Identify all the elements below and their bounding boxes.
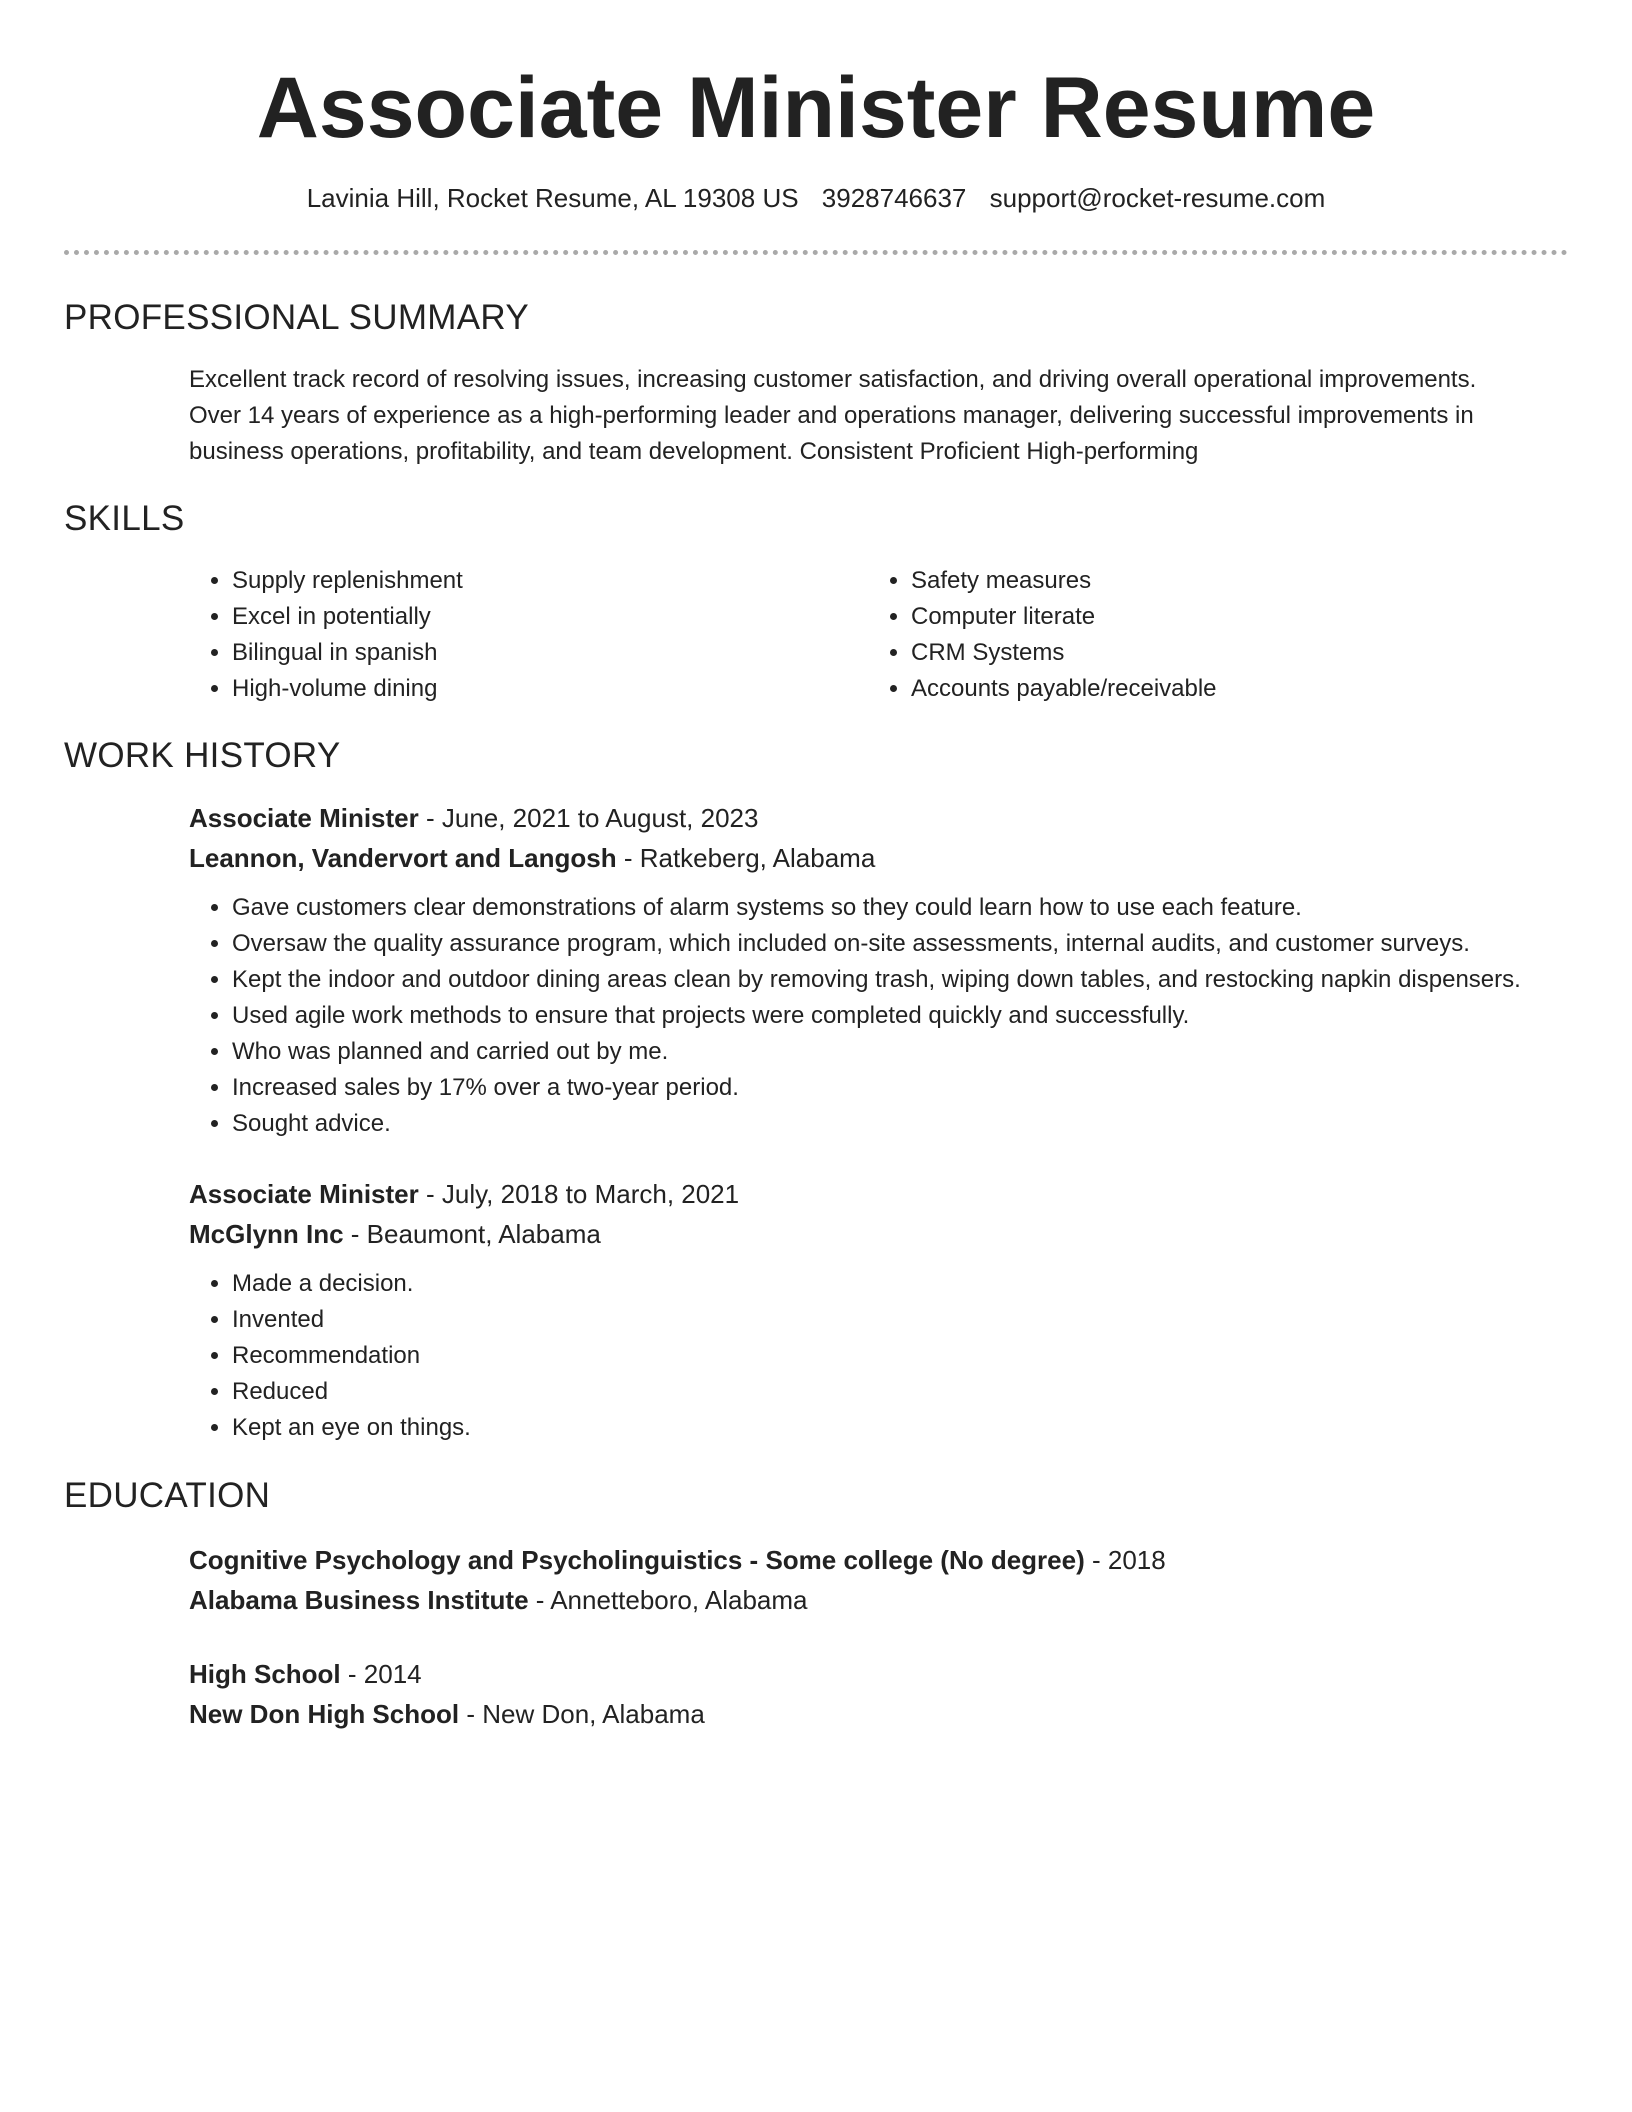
summary-line: Excellent track record of resolving issues, increasing customer satisfaction, and driving overall operational improvements. <box>189 366 1477 393</box>
job-bullet: • Invented <box>232 1302 1569 1338</box>
skills-list <box>189 563 1569 707</box>
job-company: McGlynn Inc <box>189 1219 344 1249</box>
job-dates: - July, 2018 to March, 2021 <box>418 1179 740 1209</box>
skill-item: • High-volume dining <box>232 671 868 707</box>
skill-item: • Computer literate <box>911 599 1547 635</box>
skills-column-right <box>868 563 1547 707</box>
education-degree-line <box>189 1654 1569 1694</box>
job-title: Associate Minister <box>189 1179 419 1209</box>
contact-phone: 3928746637 <box>821 183 967 213</box>
education-degree-line <box>189 1540 1569 1580</box>
education-entry <box>189 1654 1569 1734</box>
education-location: - New Don, Alabama <box>459 1699 705 1729</box>
resume-title: Associate Minister Resume <box>256 60 1376 156</box>
job-location: - Beaumont, Alabama <box>343 1219 601 1249</box>
job-bullet: • Recommendation <box>232 1338 1569 1374</box>
education-degree: Cognitive Psychology and Psycholinguistics - Some college (No degree) <box>189 1545 1085 1575</box>
education-location: - Annetteboro, Alabama <box>528 1585 808 1615</box>
education-degree: High School <box>189 1659 341 1689</box>
contact-address: Lavinia Hill, Rocket Resume, AL 19308 US <box>306 183 799 213</box>
education-year: - 2018 <box>1084 1545 1166 1575</box>
summary-heading: PROFESSIONAL SUMMARY <box>64 298 529 337</box>
job-bullet: • Increased sales by 17% over a two-year period. <box>232 1070 1569 1106</box>
summary-line: Over 14 years of experience as a high-performing leader and operations manager, delivering successful improvements in <box>189 402 1474 429</box>
job-bullet: • Used agile work methods to ensure that projects were completed quickly and successfully. <box>232 998 1569 1034</box>
skill-item: • Bilingual in spanish <box>232 635 868 671</box>
summary-line: business operations, profitability, and team development. Consistent Proficient High-performing <box>189 438 1199 465</box>
job-location: - Ratkeberg, Alabama <box>616 843 876 873</box>
education-year: - 2014 <box>340 1659 422 1689</box>
contact-line <box>0 180 1632 216</box>
job-bullet: • Who was planned and carried out by me. <box>232 1034 1569 1070</box>
education-entry <box>189 1540 1569 1620</box>
skill-item: • Safety measures <box>911 563 1547 599</box>
summary-text <box>189 362 1569 470</box>
work-history-heading: WORK HISTORY <box>64 736 341 775</box>
skill-item: • CRM Systems <box>911 635 1547 671</box>
skill-item: • Excel in potentially <box>232 599 868 635</box>
education-school-line <box>189 1694 1569 1734</box>
education-school-line <box>189 1580 1569 1620</box>
job-bullet: • Made a decision. <box>232 1266 1569 1302</box>
skills-column-left <box>189 563 868 707</box>
job-title-line <box>189 1174 1569 1214</box>
job-title-line <box>189 798 1569 838</box>
header-divider <box>64 250 1568 255</box>
education-school: New Don High School <box>189 1699 460 1729</box>
skill-item: • Accounts payable/receivable <box>911 671 1547 707</box>
job-bullet: • Gave customers clear demonstrations of alarm systems so they could learn how to use each feature. <box>232 890 1569 926</box>
job-company-line <box>189 838 1569 878</box>
job-bullets <box>189 1266 1569 1446</box>
job-bullet: • Reduced <box>232 1374 1569 1410</box>
education-school: Alabama Business Institute <box>189 1585 529 1615</box>
education-heading: EDUCATION <box>64 1476 271 1515</box>
job-title: Associate Minister <box>189 803 419 833</box>
job-entry <box>189 798 1569 1142</box>
job-bullet: • Kept the indoor and outdoor dining areas clean by removing trash, wiping down tables, and restocking napkin dispensers. <box>232 962 1569 998</box>
job-company-line <box>189 1214 1569 1254</box>
job-bullets <box>189 890 1569 1142</box>
job-bullet: • Oversaw the quality assurance program, which included on-site assessments, internal audits, and customer surveys. <box>232 926 1569 962</box>
skill-item: • Supply replenishment <box>232 563 868 599</box>
contact-email: support@rocket-resume.com <box>989 183 1326 213</box>
job-entry <box>189 1174 1569 1446</box>
job-bullet: • Kept an eye on things. <box>232 1410 1569 1446</box>
skills-heading: SKILLS <box>64 499 185 538</box>
job-company: Leannon, Vandervort and Langosh <box>189 843 617 873</box>
job-bullet: • Sought advice. <box>232 1106 1569 1142</box>
job-dates: - June, 2021 to August, 2023 <box>418 803 759 833</box>
